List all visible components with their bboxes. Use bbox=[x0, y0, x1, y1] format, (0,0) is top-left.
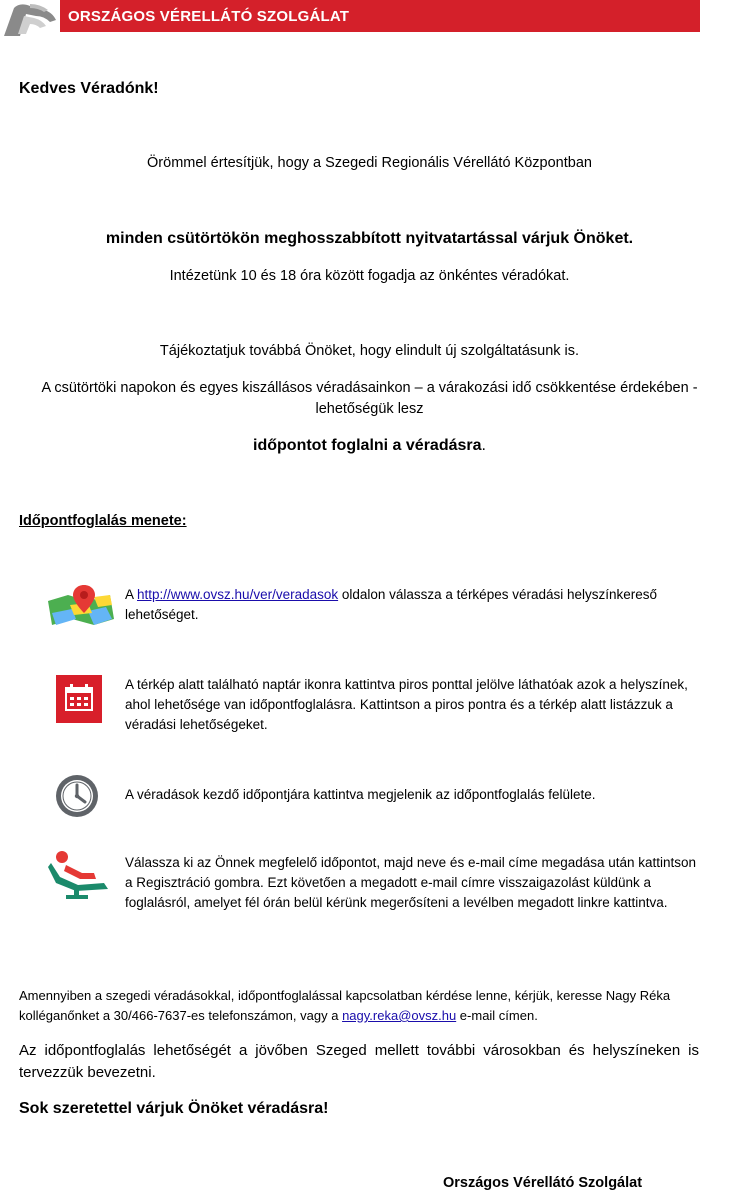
intro-text: Örömmel értesítjük, hogy a Szegedi Regionális Vérellátó Központban bbox=[147, 155, 592, 171]
ovsz-logo bbox=[0, 0, 60, 38]
greeting: Kedves Véradónk! bbox=[19, 80, 159, 97]
future-plans-text: Az időpontfoglalás lehetőségét a jövőben Szeged mellett további városokban és helyszíneken is tervezzük bevezetni. bbox=[19, 1042, 699, 1081]
step-1-prefix: A bbox=[125, 587, 138, 602]
contact-prefix: Amennyiben a szegedi véradásokkal, időpontfoglalással kapcsolatban kérdése lenne, kérjük, keresse Nagy Réka kolléganőnket a 30/466-7637-es telefonszámon, vagy a bbox=[19, 988, 671, 1023]
booking-period: . bbox=[481, 437, 486, 454]
steps-heading: Időpontfoglalás menete: bbox=[19, 513, 187, 529]
service-detail-text: A csütörtöki napokon és egyes kiszállásos véradásainkon – a várakozási idő csökkentése érdekében - lehetőségük lesz bbox=[41, 380, 698, 417]
contact-email-link[interactable]: nagy.reka@ovsz.hu bbox=[342, 1008, 457, 1023]
service-intro-text: Tájékoztatjuk továbbá Önöket, hogy elindult új szolgáltatásunk is. bbox=[159, 343, 580, 359]
closing-text: Sok szeretettel várjuk Önöket véradásra! bbox=[19, 1100, 329, 1117]
step-4-text: Válassza ki az Önnek megfelelő időpontot, majd neve és e-mail címe megadása után kattintson a Regisztráció gombra. Ezt követően a megadott e-mail címre visszaigazolást küldünk a foglalásról, amelyet fél órán belül kérünk megerősíteni a levélben megadott linkre kattintva. bbox=[125, 855, 697, 910]
organization-title: ORSZÁGOS VÉRELLÁTÓ SZOLGÁLAT bbox=[68, 8, 350, 25]
clock-icon bbox=[54, 773, 100, 824]
step-1-suffix: oldalon válassza a térképes véradási helyszínkereső lehetőséget. bbox=[125, 587, 658, 622]
highlight-text: minden csütörtökön meghosszabbított nyitvatartással várjuk Önöket. bbox=[105, 230, 634, 247]
contact-text bbox=[19, 986, 709, 1026]
donor-chair-icon bbox=[48, 849, 112, 906]
step-2-text: A térkép alatt található naptár ikonra kattintva piros ponttal jelölve láthatóak azok a helyszínek, ahol lehetősége van időpontfoglalásra. Kattintson a piros pontra és a térkép alatt listázzuk a véradási lehetőségeket. bbox=[125, 677, 688, 732]
booking-bold-text: időpontot foglalni a véradásra bbox=[253, 437, 482, 454]
signature: Országos Vérellátó Szolgálat bbox=[443, 1175, 643, 1191]
opening-hours-text: Intézetünk 10 és 18 óra között fogadja az önkéntes véradókat. bbox=[169, 268, 570, 284]
calendar-icon bbox=[56, 675, 102, 728]
booking-callout bbox=[0, 437, 739, 455]
map-pin-icon bbox=[44, 583, 116, 632]
contact-suffix: e-mail címen. bbox=[456, 1008, 538, 1023]
veradasok-link[interactable]: http://www.ovsz.hu/ver/veradasok bbox=[137, 587, 339, 602]
header bbox=[0, 0, 700, 38]
step-3-text: A véradások kezdő időpontjára kattintva megjelenik az időpontfoglalás felülete. bbox=[125, 787, 596, 802]
step-1-text bbox=[125, 585, 705, 625]
